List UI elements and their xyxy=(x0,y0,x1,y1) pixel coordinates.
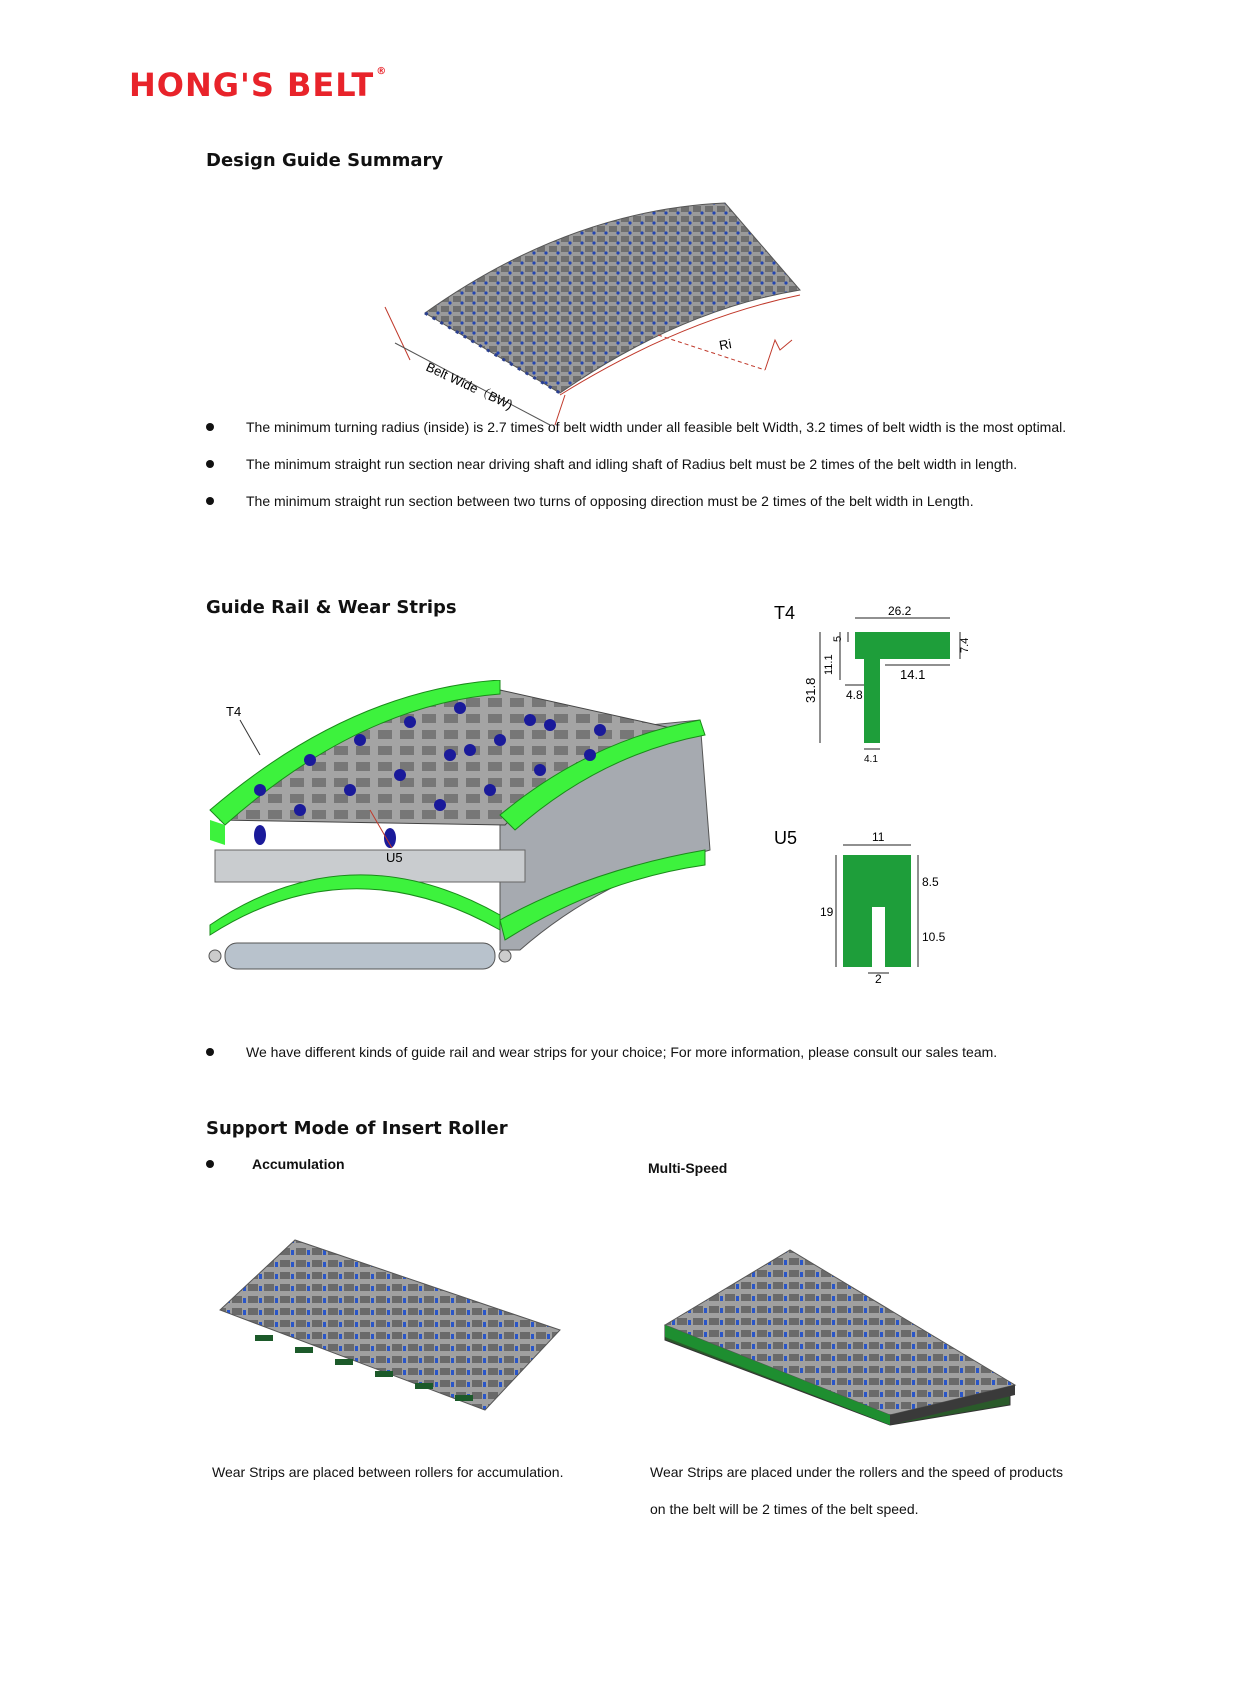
bullet-dot xyxy=(206,1048,214,1056)
accumulation-label: Accumulation xyxy=(252,1156,345,1172)
multi-speed-caption-line1: Wear Strips are placed under the rollers and the speed of products xyxy=(650,1464,1063,1480)
radius-belt-figure xyxy=(380,195,850,435)
multi-speed-caption-line2: on the belt will be 2 times of the belt speed. xyxy=(650,1501,919,1517)
t4-dim: 5 xyxy=(832,635,844,642)
t4-dim: 4.8 xyxy=(846,688,863,702)
u5-title: U5 xyxy=(774,828,798,848)
u5-callout-label: U5 xyxy=(386,850,403,865)
accumulation-caption: Wear Strips are placed between rollers for accumulation. xyxy=(212,1464,564,1480)
brand-name: HONG'S BELT xyxy=(129,66,375,104)
bullet-text: The minimum turning radius (inside) is 2.7 times of belt width under all feasible belt Width, 3.2 times of belt width is the most optimal. xyxy=(246,419,1067,435)
t4-dim: 11.1 xyxy=(823,654,835,675)
u5-profile-drawing xyxy=(760,825,960,985)
bullet-item xyxy=(206,493,974,509)
bullet-item xyxy=(206,1044,998,1060)
u5-dim: 2 xyxy=(875,972,882,985)
guide-rail-figure xyxy=(200,680,720,980)
bullet-item xyxy=(206,419,1067,435)
section-title-design-guide: Design Guide Summary xyxy=(206,150,444,171)
t4-dim: 4.1 xyxy=(864,754,878,765)
t4-callout-label: T4 xyxy=(226,704,242,719)
bullet-item xyxy=(206,1156,345,1172)
bullet-text: The minimum straight run section between two turns of opposing direction must be 2 times of the belt width in Length. xyxy=(246,493,974,509)
bullet-dot xyxy=(206,460,214,468)
section-title-support-mode: Support Mode of Insert Roller xyxy=(206,1118,508,1139)
accumulation-figure xyxy=(215,1235,565,1415)
bullet-dot xyxy=(206,497,214,505)
u5-dim: 11 xyxy=(872,830,885,844)
bullet-item xyxy=(206,456,1018,472)
inner-radius-label: Ri xyxy=(717,336,733,353)
t4-profile-drawing xyxy=(760,600,990,765)
u5-dim: 19 xyxy=(820,905,834,919)
belt-width-label: Belt Wide（BW) xyxy=(423,359,516,413)
u5-dim: 8.5 xyxy=(922,875,939,889)
t4-title: T4 xyxy=(774,603,796,623)
t4-dim: 14.1 xyxy=(900,667,926,682)
bullet-dot xyxy=(206,1160,214,1168)
bullet-text: The minimum straight run section near driving shaft and idling shaft of Radius belt must be 2 times of the belt width in length. xyxy=(246,456,1018,472)
brand-logo xyxy=(129,66,387,104)
section-title-guide-rail: Guide Rail & Wear Strips xyxy=(206,597,457,618)
registered-mark: ® xyxy=(376,66,388,77)
multi-speed-figure xyxy=(660,1245,1025,1430)
t4-dim: 31.8 xyxy=(803,677,818,703)
multi-speed-label: Multi-Speed xyxy=(648,1160,728,1176)
bullet-text: We have different kinds of guide rail and wear strips for your choice; For more information, please consult our sales team. xyxy=(246,1044,998,1060)
u5-dim: 10.5 xyxy=(922,930,946,944)
t4-dim: 7.4 xyxy=(959,637,971,653)
bullet-dot xyxy=(206,423,214,431)
t4-dim: 26.2 xyxy=(888,604,912,618)
